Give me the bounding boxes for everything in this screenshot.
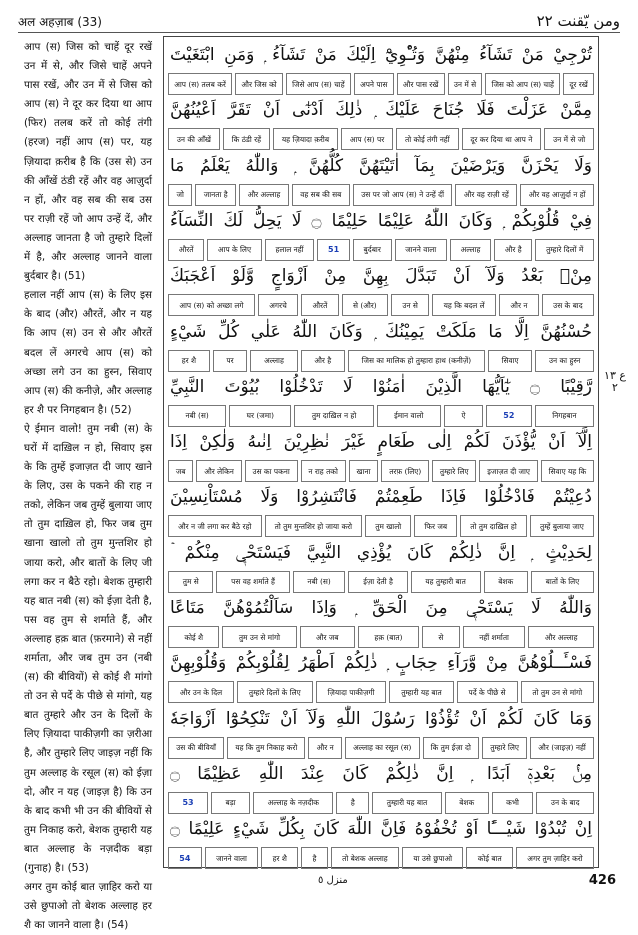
gloss-cell: तुम खालो: [365, 515, 411, 537]
gloss-cell: ईज़ा देती है: [348, 571, 407, 593]
translation-column: आप (स) जिस को चाहें दूर रखें उन में से, और जिसे चाहें अपने पास रखें, और उन में से जिस को आप (स) ने दूर कर दिया था आप (फिर) तलब करें तो कोई तंगी (हरज) नहीं आप (स) पर, यह ज़ियादा क़रीब है कि (उस से) उन की आँखें ठंडी रहें और वह आज़ुर्दा न हों, और वह सब की सब उस पर राज़ी रहें जो आप उन्हें दें, और अल्लाह जानता है जो तुम्हारे दिलों में है, और अल्लाह जानने वाला बुर्दबार है। (51) हलाल नहीं आप (स) के लिए इस के बाद (और) औरतें, और न यह कि आप (स) उन से और औरतें बदल लें अगरचे आप (स) को अच्छा लगे उन का हुस्न, सिवाए आप (स) की कनीज़े, और अल्लाह हर शै पर निगहबान है। (52) ऐ ईमान वालो! तुम नबी (स) के घरों में दाख़िल न हो, सिवाए इस के कि तुम्हें इजाज़त दी जाए खाने के लिए, उस के पकने की राह न तको, लेकिन जब तुम्हें बुलाया जाए तो तुम दाख़िल हो, फिर जब तुम खाना खालो तो तुम मुन्तशिर हो जाया करो, और बातों के लिए जी लगा कर न बैठे रहो। बेशक तुम्हारी यह बात नबी (स) को ईज़ा देती है, पस वह तुम से शर्माते हैं, और अल्लाह हक़ बात (फ़रमाने) से नहीं शर्माता, और जब तुम उन (नबी (स) की बीवियों) से कोई शै मांगो तो उन से पर्दे के पीछे से मांगो, यह बात तुम्हारे और उन के दिलों के लिए ज़ियादा पाकीज़गी का ज़रीआ है, और तुम्हारे लिए जाइज़ नहीं कि तुम अल्लाह के रसूल (स) को ईज़ा दो, और न यह (जाइज़ है) कि उन के बाद कभी भी उन की बीवियों से तुम निकाह करो, बेशक तुम्हारी यह बात अल्लाह के नज़दीक बड़ा (गुनाह) है। (53) अगर तुम कोई बात ज़ाहिर करो या उसे छुपाओ तो बेशक अल्लाह हर शै का जानने वाला है। (54): [24, 41, 152, 932]
gloss-cell: और जब: [300, 626, 355, 648]
gloss-cell: उन में से: [448, 73, 483, 95]
gloss-cell: या उसे छुपाओ: [402, 847, 463, 869]
verse-line: [164, 701, 598, 756]
gloss-cell: यह कि बदल लें: [432, 294, 496, 316]
gloss-cell: फिर जब: [414, 515, 457, 537]
gloss-cell: तो तुम उन से मांगो: [521, 681, 594, 703]
gloss-cell: बेशक: [445, 792, 489, 814]
gloss-cell: आप (स) को अच्छा लगे: [168, 294, 255, 316]
gloss-cell: उस की बीवियाँ: [168, 737, 224, 759]
ruku-marker: ع ١٣ ٢: [604, 369, 626, 394]
gloss-cell: तुम्हारी यह बात: [372, 792, 441, 814]
surah-title: अल अहज़ाब (33): [18, 15, 102, 29]
arabic-text: لِحَدِيْثٍ ۭ اِنَّ ذٰلِكُمْ كَانَ يُؤْذِي النَّبِيَّ فَيَسْتَحْيٖ مِنْكُمْ ۡ: [170, 542, 592, 563]
word-gloss-row: [168, 847, 594, 869]
gloss-cell: सिवाए यह कि: [541, 460, 594, 482]
verse-line: [164, 37, 598, 92]
gloss-cell: हर शै: [168, 350, 210, 372]
gloss-cell: तो तुम दाख़िल हो: [460, 515, 527, 537]
arabic-text: مِنْۢ بَعْدِهٖٓ اَبَدًا ۭ اِنَّ ذٰلِكُمْ كَانَ عِنْدَ اللّٰهِ عَظِيْمًا ۝: [170, 763, 592, 784]
gloss-cell: और लेकिन: [196, 460, 241, 482]
gloss-cell: तुम्हें बुलाया जाए: [530, 515, 594, 537]
gloss-cell: हक़ (बात): [358, 626, 419, 648]
gloss-cell: तो कोई तंगी नहीं: [396, 128, 458, 150]
arabic-text: حُسْنُهُنَّ اِلَّا مَا مَلَكَتْ يَمِيْنُكَ ۭ وَكَانَ اللّٰهُ عَلٰي كُلِّ شَيْءٍ: [170, 321, 592, 342]
gloss-cell: और पास रखें: [397, 73, 445, 95]
arabic-text: فَسْـَٔــلُوْهُنَّ مِنْ وَّرَآءِ حِجَابٍ ۭ ذٰلِكُمْ اَطْهَرُ لِقُلُوْبِكُمْ وَقُلُوْبِهِنَّ: [170, 653, 592, 674]
gloss-cell: यह कि तुम निकाह करो: [227, 737, 305, 759]
gloss-cell: तुम्हारे लिए: [482, 737, 527, 759]
gloss-cell: नहीं शर्माता: [463, 626, 526, 648]
gloss-cell: उन में से जो: [544, 128, 594, 150]
gloss-cell: उस पर जो आप (स) ने उन्हें दीं: [353, 184, 453, 206]
verse-line: [164, 479, 598, 534]
gloss-cell: उन से: [391, 294, 429, 316]
gloss-cell: बेशक: [484, 571, 528, 593]
gloss-cell: खाना: [349, 460, 379, 482]
gloss-cell: उस के बाद: [542, 294, 594, 316]
gloss-cell: तुम से: [168, 571, 213, 593]
gloss-cell: उन के बाद: [536, 792, 594, 814]
gloss-cell: बुर्दबार: [353, 239, 392, 261]
gloss-cell: और वह आज़ुर्दा न हों: [520, 184, 594, 206]
gloss-cell: जानने वाला: [205, 847, 259, 869]
gloss-cell: तो तुम मुन्तशिर हो जाया करो: [265, 515, 363, 537]
gloss-cell: बड़ा: [211, 792, 250, 814]
page-number: 426: [588, 872, 616, 888]
gloss-cell: उस का पकना: [245, 460, 298, 482]
gloss-cell: जब: [168, 460, 193, 482]
arabic-text: مِمَّنْ عَزَلْتَ فَلَا جُنَاحَ عَلَيْكَ ۭ ذٰلِكَ اَدْنٰٓى اَنْ تَقَرَّ اَعْيُنُهُنَّ: [170, 100, 592, 121]
gloss-cell: औरतें: [301, 294, 339, 316]
arabic-text: رَّقِيْبًا ۝ يٰٓاَيُّهَا الَّذِيْنَ اٰمَنُوْا لَا تَدْخُلُوْا بُيُوْتَ النَّبِيِّ: [170, 376, 592, 397]
gloss-cell: अपने पास: [354, 73, 394, 95]
gloss-cell: तुम उन से मांगो: [222, 626, 296, 648]
gloss-cell: और अल्लाह: [239, 184, 289, 206]
verse-line: [164, 203, 598, 258]
gloss-cell: उन की आँखें: [168, 128, 220, 150]
gloss-cell: अगर तुम ज़ाहिर करो: [516, 847, 594, 869]
verse-line: [164, 424, 598, 479]
gloss-cell: और अल्लाह: [528, 626, 594, 648]
verse-line: [164, 756, 598, 811]
verse-line: [164, 369, 598, 424]
gloss-cell: आप (स) पर: [341, 128, 393, 150]
gloss-cell: वह सब की सब: [292, 184, 350, 206]
verse-line: [164, 92, 598, 147]
verse-line: [164, 811, 598, 866]
gloss-cell: कोई शै: [168, 626, 219, 648]
verse-line: [164, 590, 598, 645]
gloss-cell: जिस को आप (स) चाहें: [485, 73, 560, 95]
gloss-cell: है: [301, 847, 328, 869]
gloss-cell: दूर रखें: [563, 73, 594, 95]
gloss-cell: दूर कर दिया था आप ने: [462, 128, 542, 150]
gloss-cell: इजाज़त दी जाए: [479, 460, 537, 482]
gloss-cell: तुम्हारे दिलों के लिए: [237, 681, 313, 703]
gloss-cell: और वह राज़ी रहें: [455, 184, 517, 206]
gloss-cell: और (जाइज़) नहीं: [530, 737, 594, 759]
gloss-cell: अल्लाह: [450, 239, 491, 261]
arabic-text: وَلَا يَحْزَنَّ وَيَرْضَيْنَ بِمَآ اٰتَيْتَهُنَّ كُلُّهُنَّ ۭ وَاللّٰهُ يَعْلَمُ مَا: [170, 155, 592, 176]
verse-line: [164, 645, 598, 700]
gloss-cell: ईमान वालो: [377, 405, 441, 427]
gloss-cell: अल्लाह के नज़दीक: [253, 792, 333, 814]
arabic-text: وَمَا كَانَ لَكُمْ اَنْ تُؤْذُوْا رَسُوْلَ اللّٰهِ وَلَآ اَنْ تَنْكِحُوْٓا اَزْوَاجَهٗ: [170, 708, 592, 729]
gloss-cell: तुम्हारी यह बात: [389, 681, 453, 703]
gloss-cell: निगहबान: [535, 405, 594, 427]
juz-title: ومن يّقنت ٢٢: [536, 12, 620, 30]
gloss-cell: कभी: [492, 792, 534, 814]
gloss-cell: और उन के दिल: [168, 681, 234, 703]
gloss-cell: तरफ़ (लिए): [381, 460, 429, 482]
gloss-cell: अल्लाह का रसूल (स): [345, 737, 420, 759]
manzil-label: منزل ٥: [318, 874, 348, 886]
arabic-text: فِيْ قُلُوْبِكُمْ ۭ وَكَانَ اللّٰهُ عَلِيْمًا حَلِيْمًا ۝ لَا يَحِلُّ لَكَ النِّسَآءُ: [170, 210, 593, 231]
gloss-cell: 53: [168, 792, 208, 814]
gloss-cell: तुम दाख़िल न हो: [294, 405, 373, 427]
gloss-cell: पर: [213, 350, 248, 372]
gloss-cell: तो बेशक अल्लाह: [331, 847, 399, 869]
gloss-cell: कि तुम ईज़ा दो: [423, 737, 480, 759]
gloss-cell: बातों के लिए: [531, 571, 594, 593]
gloss-cell: 51: [317, 239, 350, 261]
gloss-cell: हर शै: [261, 847, 298, 869]
gloss-cell: जिसे आप (स) चाहें: [286, 73, 351, 95]
gloss-cell: 54: [168, 847, 202, 869]
verse-line: [164, 535, 598, 590]
gloss-cell: है: [336, 792, 369, 814]
arabic-text: تُرْجِيْ مَنْ تَشَآءُ مِنْهُنَّ وَتُـْٔوِيْٓ اِلَيْكَ مَنْ تَشَآءُ ۭ وَمَنِ ابْتَغَيْتَ: [170, 45, 592, 65]
gloss-cell: उन का हुस्न: [535, 350, 594, 372]
gloss-cell: न राह तको: [301, 460, 346, 482]
gloss-cell: ज़ियादा पाकीज़गी: [316, 681, 387, 703]
gloss-cell: औरतें: [168, 239, 204, 261]
gloss-cell: हलाल नहीं: [265, 239, 315, 261]
gloss-cell: आप के लिए: [207, 239, 262, 261]
gloss-cell: पर्दे के पीछे से: [457, 681, 518, 703]
gloss-cell: कि ठंडी रहें: [223, 128, 270, 150]
gloss-cell: तुम्हारे लिए: [432, 460, 476, 482]
arabic-text: اِنْ تُبْدُوْا شَيْـــًٔا اَوْ تُخْفُوْهُ فَاِنَّ اللّٰهَ كَانَ بِكُلِّ شَيْءٍ عَلِيْمًا ۝: [170, 819, 592, 840]
gloss-cell: जो: [168, 184, 192, 206]
gloss-cell: जानता है: [195, 184, 236, 206]
gloss-cell: कोई बात: [466, 847, 513, 869]
quran-text-frame: [163, 36, 599, 868]
gloss-cell: जिस का मालिक हो तुम्हारा हाथ (कनीज़ें): [348, 350, 485, 372]
arabic-text: اِلَّآ اَنْ يُّؤْذَنَ لَكُمْ اِلٰى طَعَامٍ غَيْرَ نٰظِرِيْنَ اِنٰىهُ وَلٰكِنْ اِذَا: [170, 432, 592, 453]
gloss-cell: और न जी लगा कर बैठे रहो: [168, 515, 262, 537]
gloss-cell: से: [422, 626, 460, 648]
gloss-cell: ऐ: [444, 405, 483, 427]
gloss-cell: नबी (स): [293, 571, 346, 593]
gloss-cell: 52: [486, 405, 532, 427]
gloss-cell: से (और): [342, 294, 388, 316]
verse-line: [164, 258, 598, 313]
gloss-cell: और है: [301, 350, 345, 372]
gloss-cell: नबी (स): [168, 405, 226, 427]
gloss-cell: तुम्हारे दिलों में: [535, 239, 594, 261]
gloss-cell: यह तुम्हारी बात: [411, 571, 481, 593]
gloss-cell: आप (स) तलब करें: [168, 73, 232, 95]
page-header: [18, 8, 620, 33]
page-footer: [18, 870, 620, 890]
gloss-cell: सिवाए: [488, 350, 532, 372]
gloss-cell: पस वह शर्माते हैं: [216, 571, 289, 593]
arabic-text: دُعِيْتُمْ فَادْخُلُوْا فَاِذَا طَعِمْتُمْ فَانْتَشِرُوْا وَلَا مُسْتَاْنِسِيْنَ: [170, 487, 592, 508]
gloss-cell: और न: [308, 737, 341, 759]
verse-line: [164, 314, 598, 369]
gloss-cell: और न: [499, 294, 539, 316]
gloss-cell: और है: [494, 239, 532, 261]
gloss-cell: घर (जमा): [229, 405, 291, 427]
gloss-cell: यह ज़ियादा क़रीब: [273, 128, 338, 150]
gloss-cell: अल्लाह: [250, 350, 297, 372]
gloss-cell: और जिस को: [235, 73, 283, 95]
arabic-text: وَاللّٰهُ لَا يَسْتَحْيٖ مِنَ الْحَقِّ ۭ وَاِذَا سَاَلْتُمُوْهُنَّ مَتَاعًا: [170, 598, 592, 618]
gloss-cell: जानने वाला: [395, 239, 447, 261]
arabic-text: مِنْۢ بَعْدُ وَلَآ اَنْ تَبَدَّلَ بِهِنَّ مِنْ اَزْوَاجٍ وَّلَوْ اَعْجَبَكَ: [170, 266, 592, 287]
gloss-cell: अगरचे: [258, 294, 298, 316]
verse-line: [164, 148, 598, 203]
